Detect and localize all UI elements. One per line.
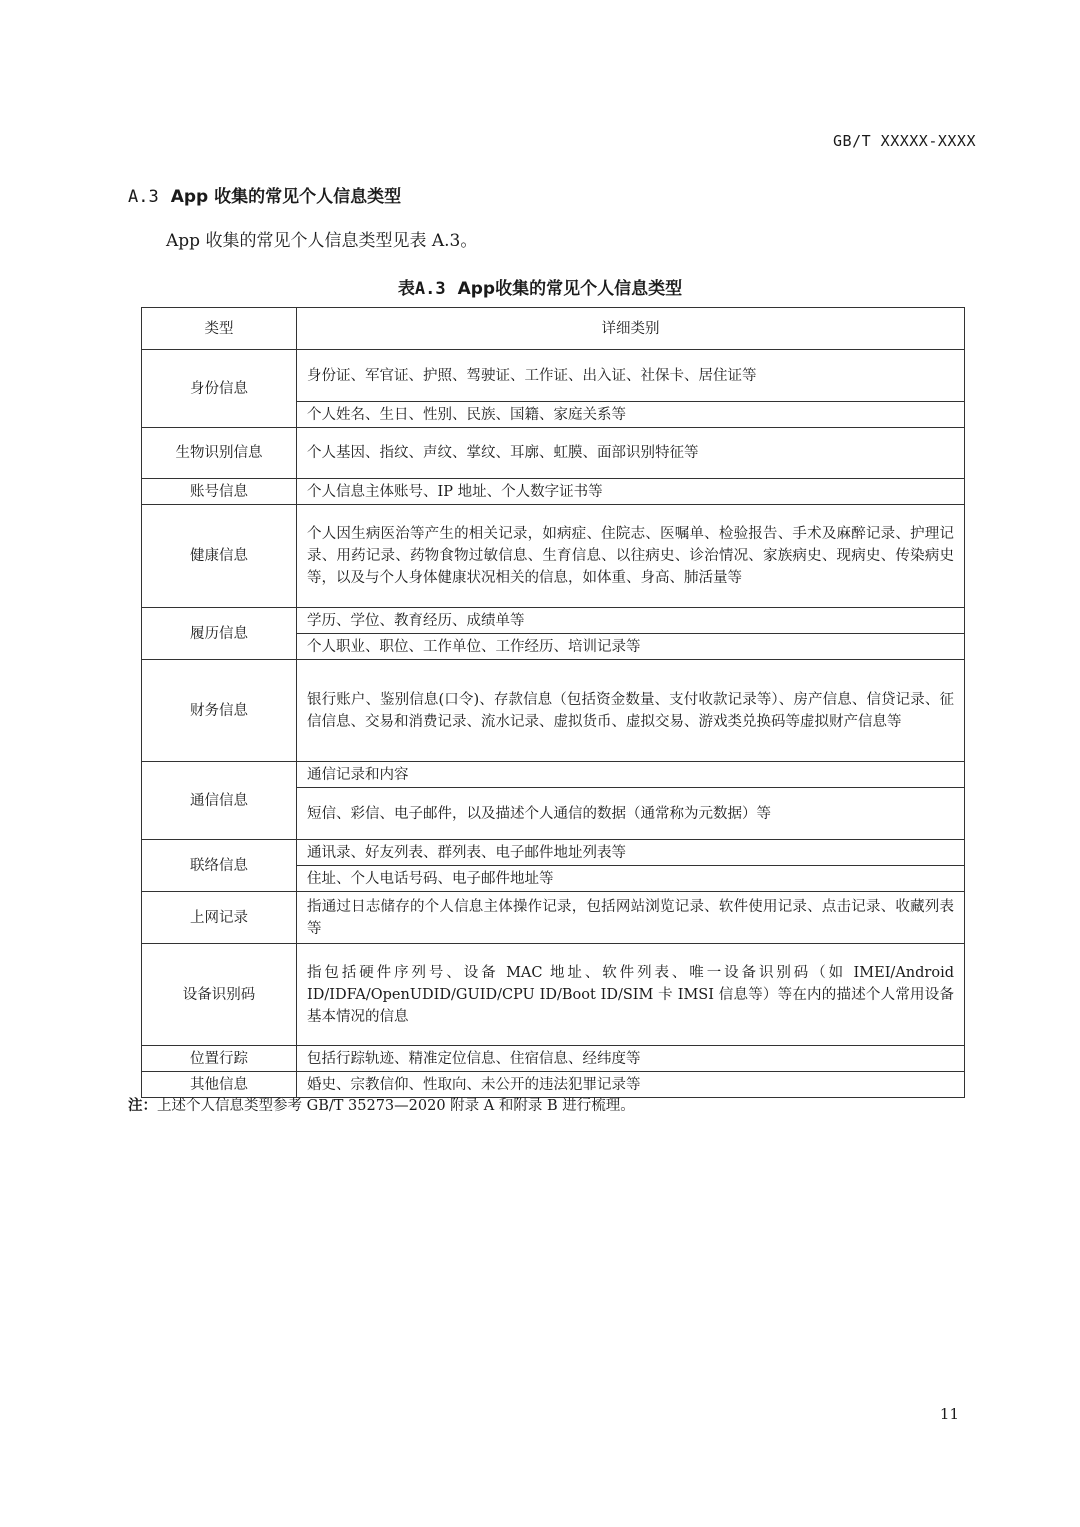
detail-cell: 学历、学位、教育经历、成绩单等: [297, 608, 965, 634]
table-row: [142, 944, 965, 1046]
table-caption-title: App收集的常见个人信息类型: [457, 279, 683, 299]
table-caption-number: 表A.3: [397, 279, 446, 299]
table-row: [142, 505, 965, 608]
section-number: A.3: [128, 187, 159, 207]
note-label: 注：: [128, 1098, 157, 1114]
type-cell: 财务信息: [142, 660, 297, 762]
table-row: [142, 892, 965, 944]
detail-cell: 个人基因、指纹、声纹、掌纹、耳廓、虹膜、面部识别特征等: [297, 428, 965, 479]
type-cell: 身份信息: [142, 350, 297, 428]
table-row: [142, 479, 965, 505]
type-cell: 通信信息: [142, 762, 297, 840]
intro-paragraph: App 收集的常见个人信息类型见表 A.3。: [166, 231, 478, 251]
detail-cell: 个人姓名、生日、性别、民族、国籍、家庭关系等: [297, 402, 965, 428]
detail-cell: 婚史、宗教信仰、性取向、未公开的违法犯罪记录等: [297, 1072, 965, 1098]
type-cell: 设备识别码: [142, 944, 297, 1046]
table-row: [142, 660, 965, 762]
detail-cell: 包括行踪轨迹、精准定位信息、住宿信息、经纬度等: [297, 1046, 965, 1072]
type-cell: 其他信息: [142, 1072, 297, 1098]
type-cell: 位置行踪: [142, 1046, 297, 1072]
note-text: 上述个人信息类型参考 GB/T 35273—2020 附录 A 和附录 B 进行梳理。: [157, 1098, 635, 1114]
standard-code: GB/T XXXXX-XXXX: [833, 132, 976, 150]
header-type: 类型: [142, 308, 297, 350]
personal-info-table: [141, 307, 965, 1098]
type-cell: 联络信息: [142, 840, 297, 892]
detail-cell: 短信、彩信、电子邮件，以及描述个人通信的数据（通常称为元数据）等: [297, 788, 965, 840]
table-row: [142, 608, 965, 634]
detail-cell: 个人职业、职位、工作单位、工作经历、培训记录等: [297, 634, 965, 660]
table-row: [142, 762, 965, 788]
detail-cell: 指包括硬件序列号、设备 MAC 地址、软件列表、唯一设备识别码（如 IMEI/Android ID/IDFA/OpenUDID/GUID/CPU ID/Boot ID/SIM 卡 IMSI 信息等）等在内的描述个人常用设备基本情况的信息: [297, 944, 965, 1046]
detail-cell: 通讯录、好友列表、群列表、电子邮件地址列表等: [297, 840, 965, 866]
type-cell: 上网记录: [142, 892, 297, 944]
detail-cell: 个人因生病医治等产生的相关记录，如病症、住院志、医嘱单、检验报告、手术及麻醉记录、护理记录、用药记录、药物食物过敏信息、生育信息、以往病史、诊治情况、家族病史、现病史、传染病史等，以及与个人身体健康状况相关的信息，如体重、身高、肺活量等: [297, 505, 965, 608]
header-detail: 详细类别: [297, 308, 965, 350]
table-row: [142, 428, 965, 479]
detail-cell: 指通过日志储存的个人信息主体操作记录，包括网站浏览记录、软件使用记录、点击记录、收藏列表等: [297, 892, 965, 944]
type-cell: 生物识别信息: [142, 428, 297, 479]
detail-cell: 住址、个人电话号码、电子邮件地址等: [297, 866, 965, 892]
type-cell: 账号信息: [142, 479, 297, 505]
type-cell: 健康信息: [142, 505, 297, 608]
table-row: [142, 350, 965, 402]
table-header-row: [142, 308, 965, 350]
detail-cell: 银行账户、鉴别信息(口令)、存款信息（包括资金数量、支付收款记录等）、房产信息、信贷记录、征信信息、交易和消费记录、流水记录、虚拟货币、虚拟交易、游戏类兑换码等虚拟财产信息等: [297, 660, 965, 762]
page-number: 11: [939, 1405, 959, 1423]
table-row: [142, 1046, 965, 1072]
detail-cell: 身份证、军官证、护照、驾驶证、工作证、出入证、社保卡、居住证等: [297, 350, 965, 402]
detail-cell: 个人信息主体账号、IP 地址、个人数字证书等: [297, 479, 965, 505]
detail-cell: 通信记录和内容: [297, 762, 965, 788]
section-heading: [128, 182, 401, 207]
table-row: [142, 840, 965, 866]
type-cell: 履历信息: [142, 608, 297, 660]
table-caption: [0, 274, 1080, 299]
table-note: [128, 1094, 635, 1115]
section-title: App 收集的常见个人信息类型: [170, 187, 402, 207]
